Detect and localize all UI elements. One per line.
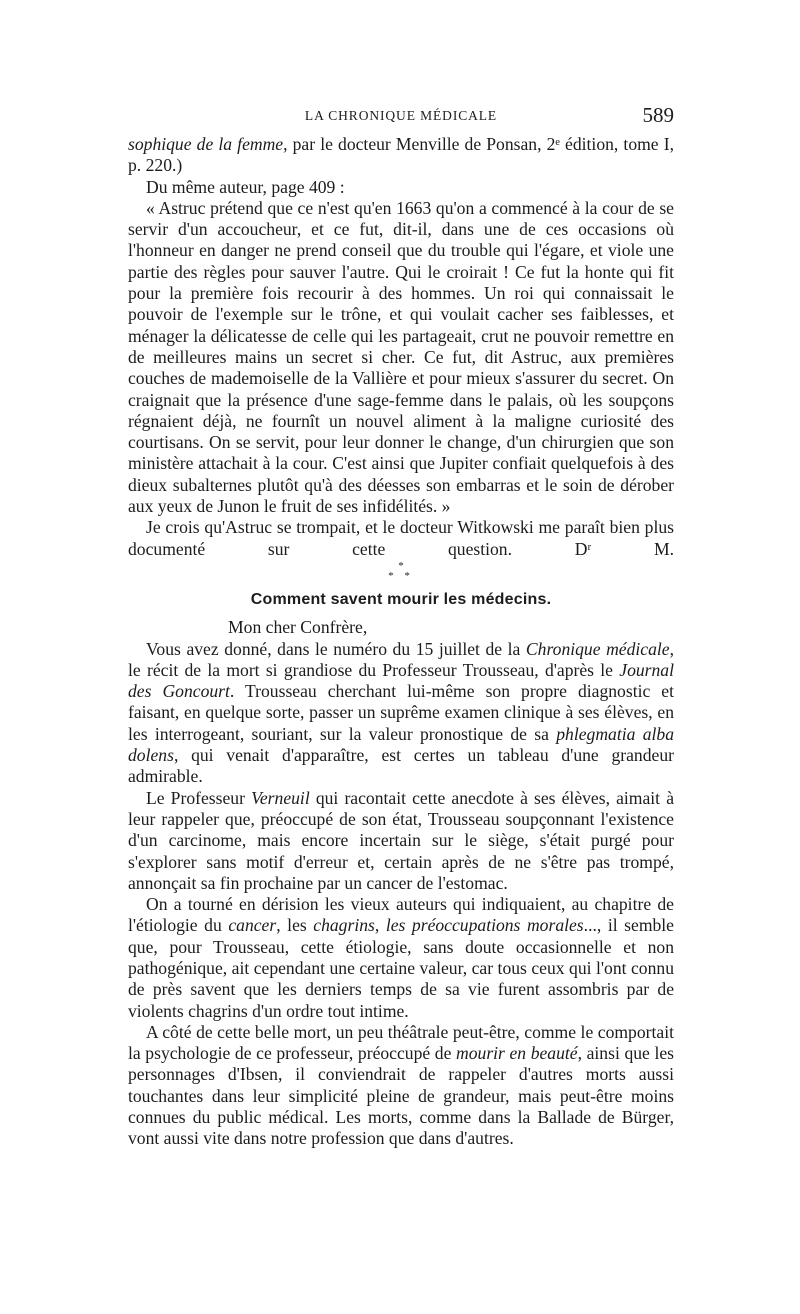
body-text [128, 134, 674, 1150]
letter-greeting: Mon cher Confrère, [228, 617, 368, 638]
italic-title: sophique de la femme [128, 134, 284, 154]
paragraph: Vous avez donné, dans le numéro du 15 juillet de la Chronique médicale, le récit de la mort si grandiose du Professeur Trousseau, d'après le Journal des Goncourt. Trousseau cherchant lui-même son propre diagnostic et faisant, en quelque sorte, passer un suprême examen clinique à ses élèves, en les interrogeant, souriant, sur la valeur pronostique de sa phlegmatia alba dolens, qui venait d'apparaître, est certes un tableau d'une grandeur admirable. [128, 638, 675, 787]
paragraph: A côté de cette belle mort, un peu théâtrale peut-être, comme le comportait la psychologie de ce professeur, préoccupé de mourir en beauté, ainsi que les personnages d'Ibsen, il conviendrait de rappeler d'autres morts aussi touchantes dans leur simplicité pleine de grandeur, mais peut-être moins connues du public médical. Les morts, comme dans la Ballade de Bürger, vont aussi vite dans notre profession que dans d'autres. [128, 1021, 674, 1149]
book-page [128, 104, 674, 1150]
paragraph-closing: Je crois qu'Astruc se trompait, et le docteur Witkowski me paraît bien plus documenté sur cette question. Dʳ M. [128, 517, 674, 559]
paragraph-source-ref: Du même auteur, page 409 : [146, 176, 345, 197]
section-heading: Comment savent mourir les médecins. [250, 590, 552, 608]
paragraph: On a tourné en dérision les vieux auteurs qui indiquaient, au chapitre de l'étiologie du cancer, les chagrins, les préoccupations morales..., il semble que, pour Trousseau, cette étiologie, sans doute occasionnelle et non pathogénique, ait cependant une certaine valeur, car tous ceux qui l'ont connu de près savent que les derniers temps de sa vie furent assombris par de violents chagrins d'un ordre tout intime. [128, 894, 674, 1021]
asterism-divider [128, 561, 674, 585]
asterism-bottom: * * [388, 569, 414, 582]
paragraph-quotation: « Astruc prétend que ce n'est qu'en 1663 qu'on a commencé à la cour de se servir d'un accoucheur, et ce fut, dit-il, dans une de ces occasions où l'honneur en danger ne prend conseil que du trouble qui l'égare, et viole une partie des règles pour sauver l'autre. Qui le croirait ! Ce fut la honte qui fit pour la première fois recourir à des hommes. Un roi qui connaissait le pouvoir de l'exemple sur le trône, et qui voulait cacher ses faiblesses, et ménager la délicatesse de celle qui les partageait, crut ne pouvoir remettre en de meilleures mains un secret si cher. Ce fut, dit Astruc, aux premières couches de mademoiselle de la Vallière et pour mieux s'assurer du secret. On craignait que la présence d'une sage-femme dans le palais, où les soupçons régnaient déjà, ne fournît un nouvel aliment à la maligne curiosité des courtisans. On se servit, pour leur donner le change, d'un chirurgien que son ministère attachait à la cour. C'est ainsi que Jupiter confiait quelquefois à des dieux subalternes plutôt qu'à des déesses son embarras et le soin de dérober aux yeux de Junon le fruit de ses infidélités. » [128, 197, 674, 517]
paragraph: Le Professeur Verneuil qui racontait cette anecdote à ses élèves, aimait à leur rappeler que, préoccupé de son état, Trousseau soupçonnant l'existence d'un carcinome, mais encore incertain sur le siège, s'était purgé pour s'explorer sans motif d'erreur et, certain après de ne s'être pas trompé, annonçait sa fin prochaine par un cancer de l'estomac. [128, 787, 674, 893]
paragraph-continuation: sophique de la femme, par le docteur Menville de Ponsan, 2ᵉ édition, tome I, p. 220.) [128, 134, 674, 176]
asterism-top: * [398, 559, 404, 572]
running-title: LA CHRONIQUE MÉDICALE [304, 108, 498, 123]
running-head [128, 104, 674, 130]
author-signature: Dʳ M. [574, 538, 674, 559]
page-number: 589 [642, 103, 674, 127]
